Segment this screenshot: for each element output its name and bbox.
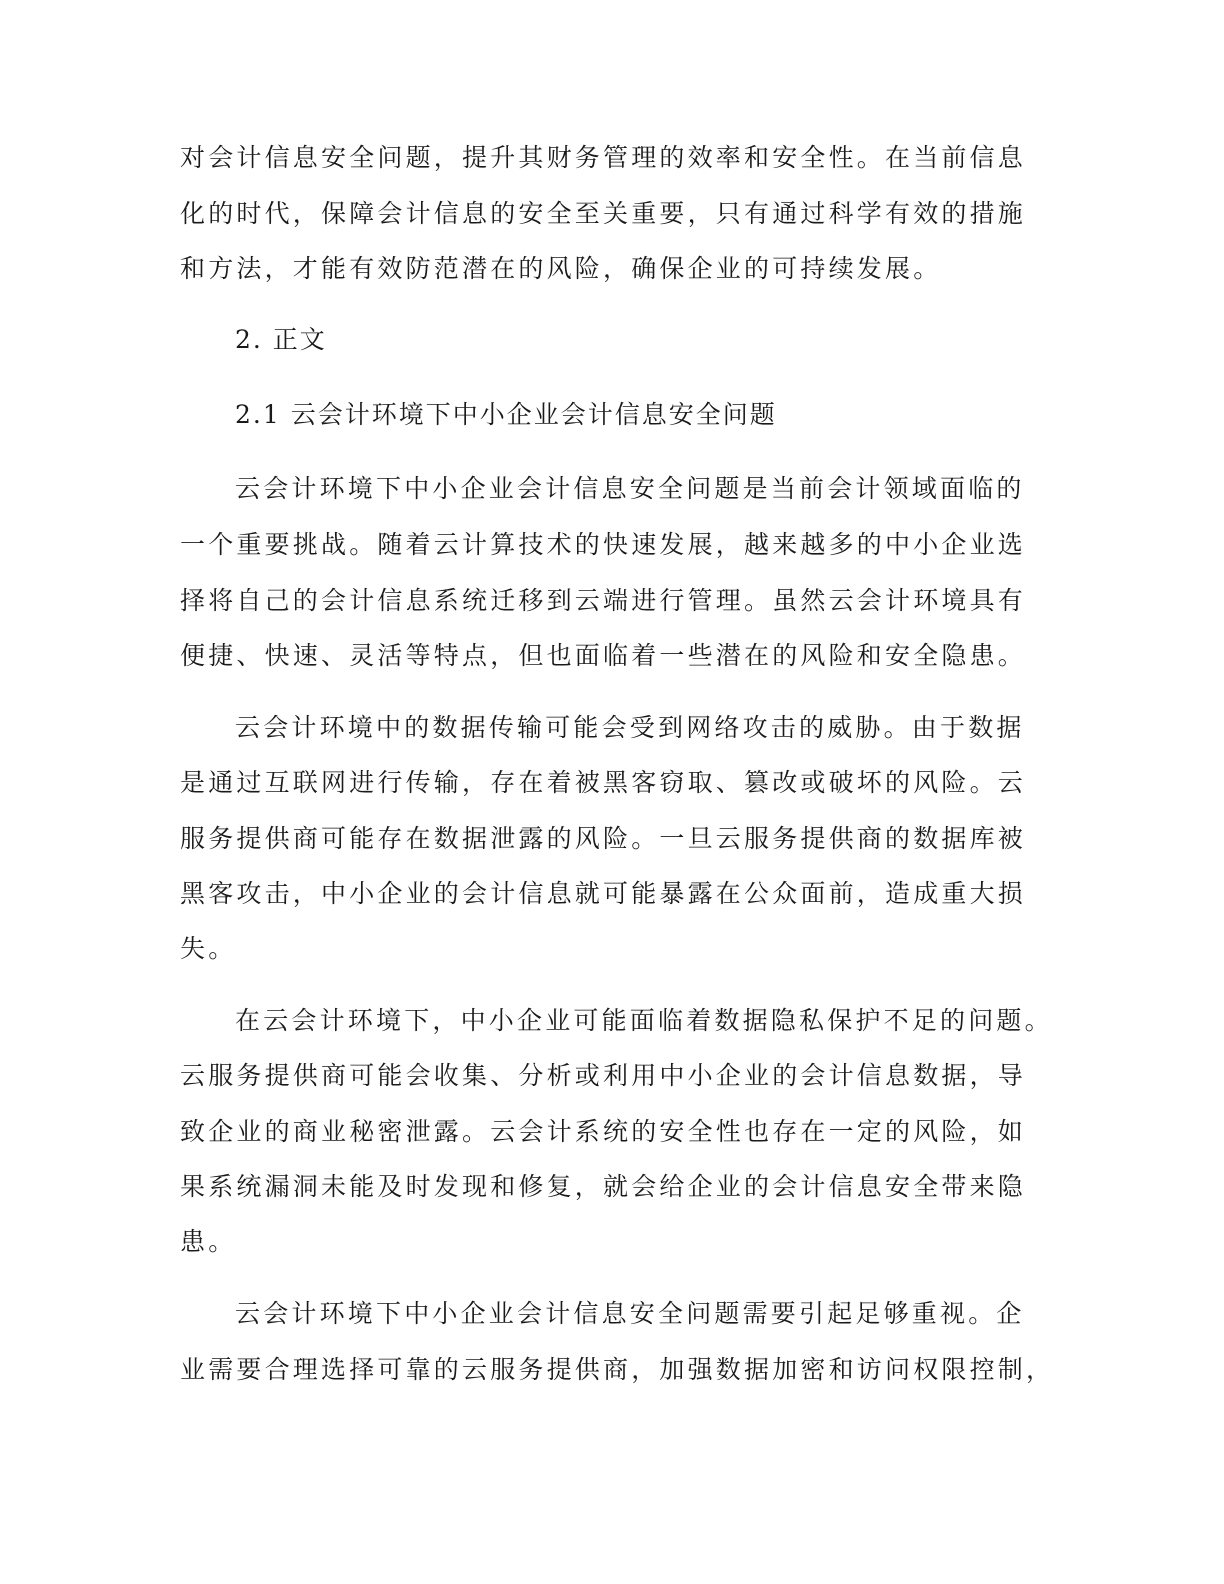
paragraph-line: 黑客攻击，中小企业的会计信息就可能暴露在公众面前，造成重大损 [180,879,1027,908]
paragraph-line: 果系统漏洞未能及时发现和修复，就会给企业的会计信息安全带来隐 [180,1172,1027,1201]
paragraph-line: 择将自己的会计信息系统迁移到云端进行管理。虽然云会计环境具有 [180,586,1027,615]
paragraph-line: 是通过互联网进行传输，存在着被黑客窃取、篡改或破坏的风险。云 [180,768,1027,797]
paragraph-line: 便捷、快速、灵活等特点，但也面临着一些潜在的风险和安全隐患。 [180,641,1027,670]
paragraph-line: 和方法，才能有效防范潜在的风险，确保企业的可持续发展。 [180,254,942,283]
paragraph-line: 在云会计环境下，中小企业可能面临着数据隐私保护不足的问题。 [235,1006,1053,1035]
paragraph-line: 对会计信息安全问题，提升其财务管理的效率和安全性。在当前信息 [180,143,1027,172]
paragraph-line: 患。 [180,1227,237,1256]
paragraph-line: 服务提供商可能存在数据泄露的风险。一旦云服务提供商的数据库被 [180,824,1027,853]
paragraph-line: 业需要合理选择可靠的云服务提供商，加强数据加密和访问权限控制， [180,1355,1055,1384]
paragraph-line: 化的时代，保障会计信息的安全至关重要，只有通过科学有效的措施 [180,199,1027,228]
paragraph-line: 失。 [180,934,237,963]
subsection-heading: 2.1 云会计环境下中小企业会计信息安全问题 [235,400,777,429]
paragraph-line: 云会计环境中的数据传输可能会受到网络攻击的威胁。由于数据 [235,713,1025,742]
paragraph-line: 云会计环境下中小企业会计信息安全问题需要引起足够重视。企 [235,1299,1025,1328]
section-heading: 2. 正文 [235,325,327,354]
paragraph-line: 一个重要挑战。随着云计算技术的快速发展，越来越多的中小企业选 [180,530,1027,559]
paragraph-line: 云会计环境下中小企业会计信息安全问题是当前会计领域面临的 [235,474,1025,503]
paragraph-line: 云服务提供商可能会收集、分析或利用中小企业的会计信息数据，导 [180,1061,1027,1090]
paragraph-line: 致企业的商业秘密泄露。云会计系统的安全性也存在一定的风险，如 [180,1117,1027,1146]
